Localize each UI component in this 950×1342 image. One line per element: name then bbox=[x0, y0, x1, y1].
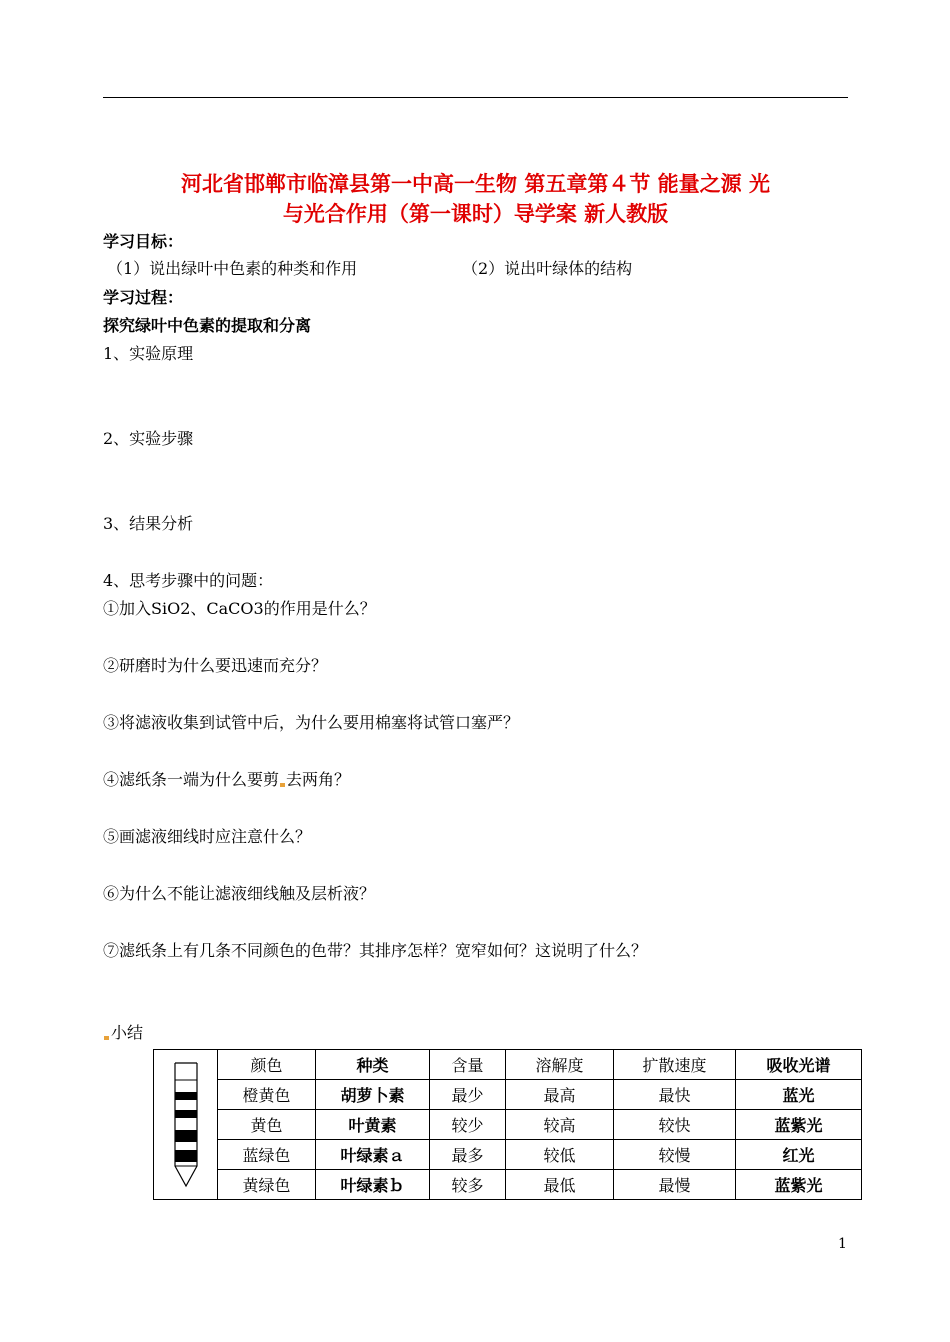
table-row bbox=[154, 1140, 862, 1170]
cell-color: 蓝绿色 bbox=[218, 1140, 316, 1170]
cell-diffusion: 最快 bbox=[614, 1080, 736, 1110]
cell-solubility: 最低 bbox=[506, 1170, 614, 1200]
cell-color: 黄色 bbox=[218, 1110, 316, 1140]
chromatography-strip-cell bbox=[154, 1050, 218, 1200]
question-7: ⑦滤纸条上有几条不同颜色的色带？其排序怎样？宽窄如何？这说明了什么？ bbox=[103, 941, 648, 960]
cell-absorption: 红光 bbox=[736, 1140, 862, 1170]
cell-color: 黄绿色 bbox=[218, 1170, 316, 1200]
question-4-part-1: ④滤纸条一端为什么要剪 bbox=[103, 770, 280, 789]
cell-diffusion: 最慢 bbox=[614, 1170, 736, 1200]
cell-diffusion: 较慢 bbox=[614, 1140, 736, 1170]
edit-mark bbox=[280, 783, 285, 787]
cell-color: 橙黄色 bbox=[218, 1080, 316, 1110]
document-title-line-2: 与光合作用（第一课时）导学案 新人教版 bbox=[282, 202, 669, 226]
document-title-line-1: 河北省邯郸市临漳县第一中高一生物 第五章第４节 能量之源 光 bbox=[181, 172, 770, 196]
step-procedure: 2、实验步骤 bbox=[103, 429, 194, 448]
goals-heading: 学习目标： bbox=[103, 232, 184, 251]
question-6: ⑥为什么不能让滤液细线触及层析液？ bbox=[103, 884, 376, 903]
question-1: ①加入SiO2、CaCO3的作用是什么？ bbox=[103, 599, 376, 618]
cell-content: 最多 bbox=[430, 1140, 506, 1170]
question-4-part-2: 去两角？ bbox=[286, 770, 351, 789]
cell-absorption: 蓝紫光 bbox=[736, 1170, 862, 1200]
header-absorption: 吸收光谱 bbox=[736, 1050, 862, 1080]
question-3: ③将滤液收集到试管中后，为什么要用棉塞将试管口塞严？ bbox=[103, 713, 520, 732]
cell-type: 叶黄素 bbox=[316, 1110, 430, 1140]
cell-solubility: 最高 bbox=[506, 1080, 614, 1110]
goal-item-1: （1）说出绿叶中色素的种类和作用 bbox=[107, 259, 358, 278]
header-type: 种类 bbox=[316, 1050, 430, 1080]
edit-mark bbox=[104, 1036, 109, 1040]
cell-diffusion: 较快 bbox=[614, 1110, 736, 1140]
page-number: 1 bbox=[838, 1236, 847, 1252]
process-heading: 学习过程： bbox=[103, 288, 184, 307]
cell-solubility: 较低 bbox=[506, 1140, 614, 1170]
step-questions: 4、思考步骤中的问题： bbox=[103, 571, 274, 590]
header-rule bbox=[103, 97, 848, 98]
cell-content: 较多 bbox=[430, 1170, 506, 1200]
cell-type: 叶绿素ｂ bbox=[316, 1170, 430, 1200]
cell-type: 叶绿素ａ bbox=[316, 1140, 430, 1170]
cell-content: 较少 bbox=[430, 1110, 506, 1140]
header-solubility: 溶解度 bbox=[506, 1050, 614, 1080]
section-heading: 探究绿叶中色素的提取和分离 bbox=[103, 316, 312, 335]
cell-absorption: 蓝光 bbox=[736, 1080, 862, 1110]
header-diffusion: 扩散速度 bbox=[614, 1050, 736, 1080]
cell-content: 最少 bbox=[430, 1080, 506, 1110]
step-analysis: 3、结果分析 bbox=[103, 514, 194, 533]
step-principle: 1、实验原理 bbox=[103, 344, 194, 363]
chromatography-strip-diagram bbox=[154, 1050, 218, 1195]
cell-solubility: 较高 bbox=[506, 1110, 614, 1140]
header-color: 颜色 bbox=[218, 1050, 316, 1080]
pigment-table bbox=[153, 1049, 862, 1200]
question-5: ⑤画滤液细线时应注意什么？ bbox=[103, 827, 312, 846]
cell-type: 胡萝卜素 bbox=[316, 1080, 430, 1110]
table-row bbox=[154, 1170, 862, 1200]
header-content: 含量 bbox=[430, 1050, 506, 1080]
summary-label: 小结 bbox=[111, 1023, 144, 1042]
summary-label-wrap bbox=[103, 1020, 143, 1043]
goal-item-2: （2）说出叶绿体的结构 bbox=[462, 259, 633, 278]
question-4 bbox=[103, 769, 350, 791]
table-row bbox=[154, 1080, 862, 1110]
table-row bbox=[154, 1110, 862, 1140]
table-header-row bbox=[154, 1050, 862, 1080]
question-2: ②研磨时为什么要迅速而充分？ bbox=[103, 656, 328, 675]
cell-absorption: 蓝紫光 bbox=[736, 1110, 862, 1140]
